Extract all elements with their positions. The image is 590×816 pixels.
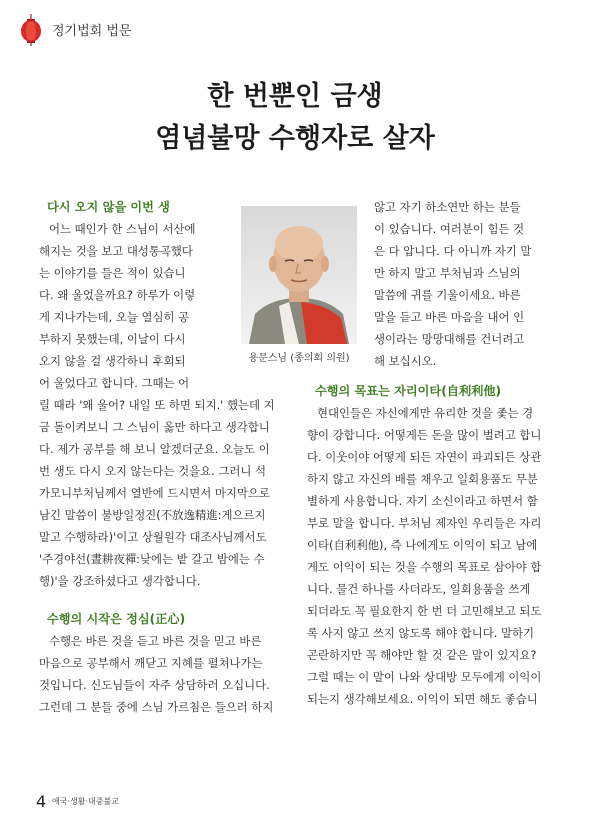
paragraph-line: 번 생도 다시 오지 않는다는 것을요. 그러니 석 — [39, 464, 267, 478]
paragraph-line: 곤란하지만 꼭 해야만 할 것 같은 말이 있지요? — [307, 648, 537, 662]
lotus-lantern-icon — [20, 14, 42, 46]
paragraph-line: 말을 듣고 바른 마음을 내어 인 — [374, 310, 525, 324]
paragraph-line: 해지는 것을 보고 대성통곡했다 — [39, 244, 193, 258]
paragraph-line: 남긴 말씀이 불방일정진(不放逸精進:게으르지 — [39, 508, 266, 522]
paragraph-line: 마음으로 공부해서 깨닫고 지혜를 펼쳐나가는 — [39, 656, 263, 670]
paragraph-line: 향이 강합니다. 어떻게든 돈을 많이 벌려고 합니 — [307, 428, 542, 442]
paragraph-line: 부로 말을 합니다. 부처님 제자인 우리들은 자리 — [307, 516, 542, 530]
right-column-top — [374, 196, 564, 372]
monk-portrait-image — [241, 206, 357, 344]
publication-tagline: 애국·생활·대중불교 — [52, 797, 119, 806]
paragraph-line: 게도 이익이 되는 것을 수행의 목표로 삼아야 합 — [307, 560, 542, 574]
section-label: 정기법회 법문 — [52, 24, 132, 39]
paragraph-line: 것입니다. 신도님들이 자주 상담하러 오십니다. — [39, 678, 270, 692]
left-column-intro — [39, 196, 229, 394]
paragraph-line: 오지 않을 걸 생각하니 후회되 — [39, 354, 186, 368]
paragraph-line: 어 울었다고 합니다. 그때는 어 — [39, 376, 190, 390]
paragraph-line: 다. 이웃이야 어떻게 되든 자연이 파괴되든 상관 — [307, 450, 542, 464]
article-title-line1: 한 번뿐인 금생 — [207, 81, 383, 112]
section-heading-2: 수행의 시작은 정심(正心) — [47, 612, 186, 626]
paragraph-line: 말고 수행하라)'이고 상월원각 대조사님께서도 — [39, 530, 267, 544]
section-heading-1: 다시 오지 않을 이번 생 — [47, 200, 170, 214]
paragraph-line: 수행은 바른 것을 듣고 바른 것을 믿고 바른 — [49, 634, 262, 648]
paragraph-line: 행)'을 강조하셨다고 생각합니다. — [39, 574, 201, 588]
paragraph-line: 게 지나가는데, 오늘 열심히 공 — [39, 310, 190, 324]
paragraph-line: 어느 때인가 한 스님이 서산에 — [49, 222, 196, 236]
section-heading-3: 수행의 목표는 자리이타(自利利他) — [315, 384, 502, 398]
page-number: 4 — [36, 792, 47, 811]
right-column-body — [307, 380, 559, 710]
paragraph-line: 는 이야기를 들은 적이 있습니 — [39, 266, 186, 280]
paragraph-line: 가모니부처님께서 열반에 드시면서 마지막으로 — [39, 486, 270, 500]
paragraph-line: 생이라는 망망대해를 건너려고 — [374, 332, 525, 346]
paragraph-line: 해 보십시오. — [374, 354, 437, 368]
left-column-body — [39, 394, 289, 718]
paragraph-line: 말씀에 귀를 기울이세요. 바른 — [374, 288, 521, 302]
paragraph-line: 그럴 때는 이 말이 나와 상대방 모두에게 이익이 — [307, 670, 542, 684]
paragraph-line: 이 있습니다. 여러분이 힘든 것 — [374, 222, 525, 236]
photo-caption: 용문스님 (종의회 의원) — [248, 353, 350, 364]
paragraph-line: 니다. 물건 하나를 사더라도, 일회용품을 쓰게 — [307, 582, 531, 596]
paragraph-line: 만 하지 말고 부처님과 스님의 — [374, 266, 521, 280]
paragraph-line: 다. 왜 울었을까요? 하루가 이렇 — [39, 288, 196, 302]
paragraph-line: 다. 제가 공부를 해 보니 알겠더군요. 오늘도 이 — [39, 442, 270, 456]
paragraph-line: 이타(自利利他), 즉 나에게도 이익이 되고 남에 — [307, 538, 538, 552]
paragraph-line: 금 돌이켜보니 그 스님이 옳만 하다고 생각합니 — [39, 420, 270, 434]
paragraph-line: 되는지 생각해보세요. 이익이 되면 해도 좋습니 — [307, 692, 538, 706]
paragraph-line: 하지 않고 자신의 배를 채우고 일회용품도 무분 — [307, 472, 538, 486]
paragraph-line: 현대인들은 자신에게만 유리한 것을 좇는 경 — [317, 406, 534, 420]
paragraph-line: 그런데 그 분들 중에 스님 가르침은 들으러 하지 — [39, 700, 274, 714]
paragraph-line: 릴 때라 '왜 울어? 내일 또 하면 되지.' 했는데 지 — [39, 398, 275, 412]
article-title-line2: 염념불망 수행자로 살자 — [155, 123, 435, 154]
paragraph-line: 않고 자기 하소연만 하는 분들 — [374, 200, 521, 214]
paragraph-line: '주경야선(晝耕夜禪:낮에는 밭 갈고 밤에는 수 — [39, 552, 265, 566]
speaker-photo — [241, 206, 357, 344]
paragraph-line: 부하지 못했는데, 이날이 다시 — [39, 332, 186, 346]
paragraph-line: 되더라도 꼭 필요한지 한 번 더 고민해보고 되도 — [307, 604, 542, 618]
paragraph-line: 록 사지 않고 쓰지 않도록 해야 합니다. 말하기 — [307, 626, 535, 640]
paragraph-line: 은 다 압니다. 다 아니까 자기 말 — [374, 244, 532, 258]
paragraph-line: 별하게 사용합니다. 자기 소신이라고 하면서 함 — [307, 494, 538, 508]
